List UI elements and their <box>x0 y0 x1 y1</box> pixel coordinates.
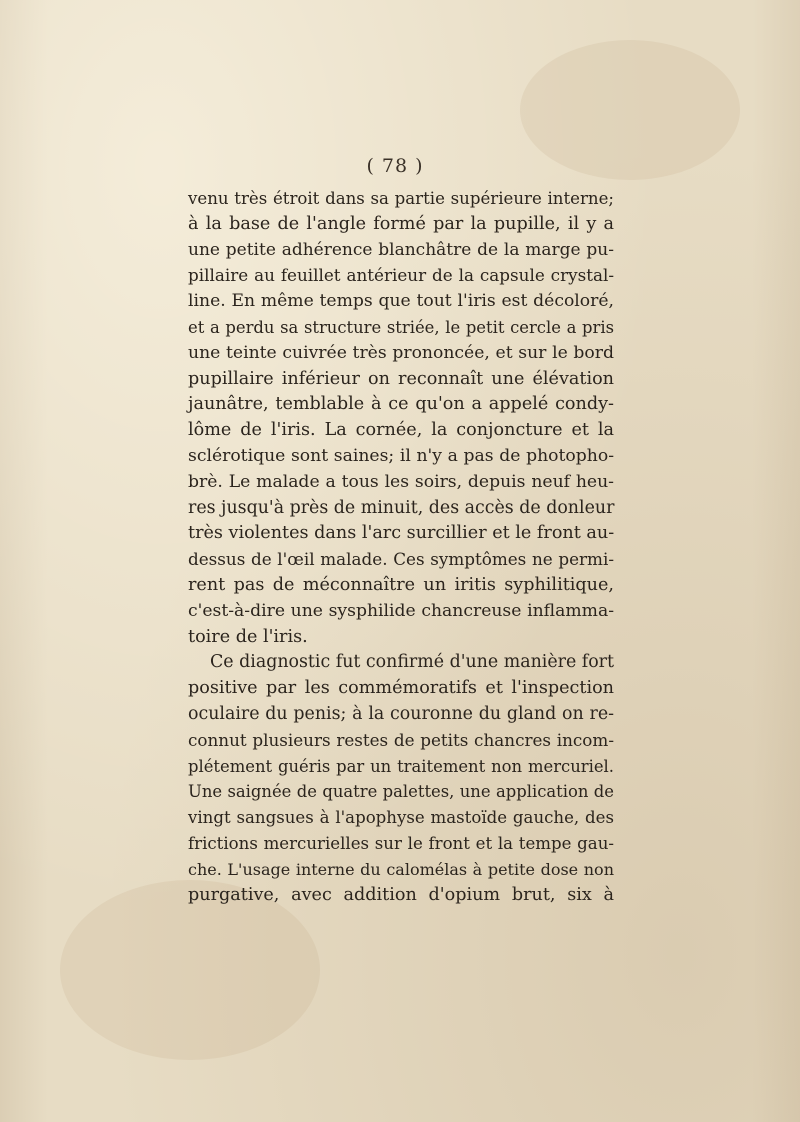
text-line: plétement guéris par un traitement non mercuriel. <box>188 756 614 776</box>
text-line: pupillaire inférieur on reconnaît une élévation <box>188 368 614 389</box>
text-line: oculaire du penis; à la couronne du gland on re- <box>188 703 614 724</box>
text-line: une petite adhérence blanchâtre de la marge pu- <box>188 239 614 260</box>
text-line: à la base de l'angle formé par la pupille, il y a <box>188 213 614 234</box>
text-line: pillaire au feuillet antérieur de la capsule crystal- <box>188 265 614 286</box>
text-line: frictions mercurielles sur le front et la tempe gau- <box>188 833 614 853</box>
text-line: dessus de l'œil malade. Ces symptômes ne permi- <box>188 549 614 570</box>
text-line: venu très étroit dans sa partie supérieure interne; <box>188 189 614 208</box>
text-line: toire de l'iris. <box>188 626 308 647</box>
text-line: purgative, avec addition d'opium brut, six à <box>188 884 614 905</box>
text-line: Ce diagnostic fut confirmé d'une manière fort <box>210 652 614 673</box>
text-line: positive par les commémoratifs et l'inspection <box>188 678 614 699</box>
text-line: très violentes dans l'arc surcillier et le front au- <box>188 523 615 544</box>
text-line: vingt sangsues à l'apophyse mastoïde gauche, des <box>188 808 614 828</box>
text-line: sclérotique sont saines; il n'y a pas de photopho- <box>188 445 614 466</box>
text-line: c'est-à-dire une sysphilide chancreuse inflamma- <box>188 600 614 621</box>
text-line: rent pas de méconnaître un iritis syphilitique, <box>188 574 614 595</box>
text-line: che. L'usage interne du calomélas à petite dose non <box>188 859 614 879</box>
text-line: res jusqu'à près de minuit, des accès de donleur <box>188 497 615 518</box>
text-line: Une saignée de quatre palettes, une application de <box>188 782 614 802</box>
text-line: une teinte cuivrée très prononcée, et sur le bord <box>188 342 614 363</box>
text-line: et a perdu sa structure striée, le petit cercle a pris <box>188 317 614 337</box>
text-line: connut plusieurs restes de petits chancres incom- <box>188 729 614 750</box>
text-line: line. En même temps que tout l'iris est décoloré, <box>188 291 614 312</box>
text-line: jaunâtre, temblable à ce qu'on a appelé condy- <box>188 394 614 415</box>
body-text <box>188 186 614 908</box>
text-line: lôme de l'iris. La cornée, la conjoncture et la <box>188 420 614 441</box>
text-line: brè. Le malade a tous les soirs, depuis neuf heu- <box>188 471 614 492</box>
page-number: ( 78 ) <box>366 155 424 177</box>
